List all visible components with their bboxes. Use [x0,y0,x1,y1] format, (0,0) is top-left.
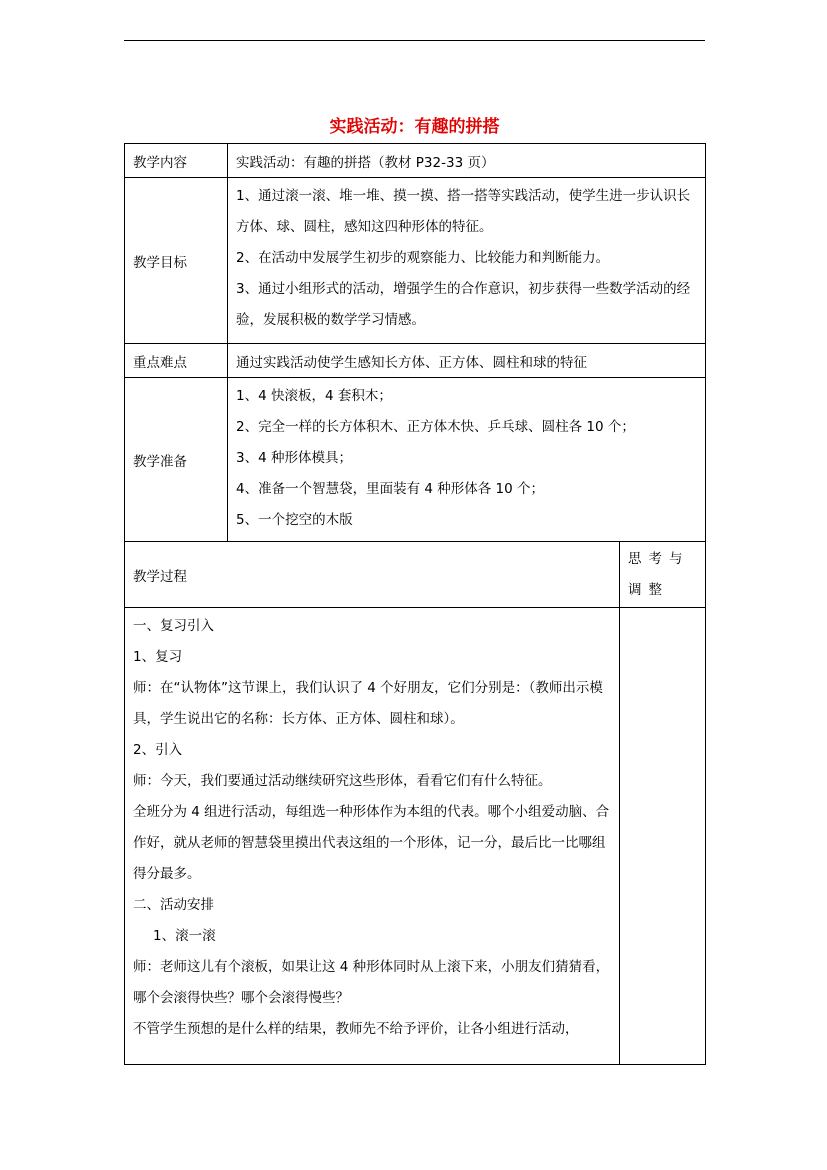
label-goals: 教学目标 [125,178,228,344]
prep-item: 3、4 种形体模具； [236,450,352,466]
value-content: 实践活动：有趣的拼搭（教材 P32-33 页） [228,144,706,178]
prep-item: 2、完全一样的长方体积木、正方体木快、乒乓球、圆柱各 10 个； [236,419,635,435]
value-key-points: 通过实践活动使学生感知长方体、正方体、圆柱和球的特征 [228,344,706,378]
header-rule [124,40,705,41]
process-paragraph: 不管学生预想的是什么样的结果，教师先不给予评价，让各小组进行活动， [133,1021,579,1037]
document-title: 实践活动：有趣的拼搭 [329,117,500,137]
lesson-plan-table [124,143,706,1065]
reflection-cell [620,608,706,1065]
goal-item: 2、在活动中发展学生初步的观察能力、比较能力和判断能力。 [236,250,610,266]
process-subheading: 1、滚一滚 [153,928,216,944]
label-content: 教学内容 [125,144,228,178]
prep-item: 4、准备一个智慧袋，里面装有 4 种形体各 10 个； [236,481,545,497]
goal-item: 3、通过小组形式的活动，增强学生的合作意识，初步获得一些数学活动的经验，发展积极的数学学习情感。 [236,281,691,328]
row-process-header [125,542,706,608]
prep-item: 5、一个挖空的木版 [236,512,353,528]
goal-item: 1、通过滚一滚、堆一堆、摸一摸、搭一搭等实践活动，使学生进一步认识长方体、球、圆柱，感知这四种形体的特征。 [236,188,691,235]
value-goals [228,178,706,344]
process-heading: 二、活动安排 [133,897,214,913]
prep-item: 1、4 快滚板，4 套积木； [236,388,392,404]
row-goals [125,178,706,344]
process-paragraph: 师：今天，我们要通过活动继续研究这些形体，看看它们有什么特征。 [133,773,552,789]
process-subheading: 1、复习 [133,649,183,665]
row-content [125,144,706,178]
label-prep: 教学准备 [125,378,228,542]
label-process: 教学过程 [125,542,620,608]
row-key-points [125,344,706,378]
process-body [125,608,620,1065]
row-prep [125,378,706,542]
process-paragraph: 全班分为 4 组进行活动，每组选一种形体作为本组的代表。哪个小组爱动脑、合作好，就从老师的智慧袋里摸出代表这组的一个形体，记一分，最后比一比哪组得分最多。 [133,804,610,882]
process-heading: 一、复习引入 [133,618,214,634]
process-paragraph: 师：在“认物体”这节课上，我们认识了 4 个好朋友，它们分别是：（教师出示模具，学生说出它的名称：长方体、正方体、圆柱和球）。 [133,680,603,727]
value-prep [228,378,706,542]
label-reflection: 思考与调整 [620,542,706,608]
process-paragraph: 师：老师这儿有个滚板，如果让这 4 种形体同时从上滚下来，小朋友们猜猜看，哪个会滚得快些？哪个会滚得慢些？ [133,959,610,1006]
label-key-points: 重点难点 [125,344,228,378]
row-process-body [125,608,706,1065]
process-subheading: 2、引入 [133,742,183,758]
